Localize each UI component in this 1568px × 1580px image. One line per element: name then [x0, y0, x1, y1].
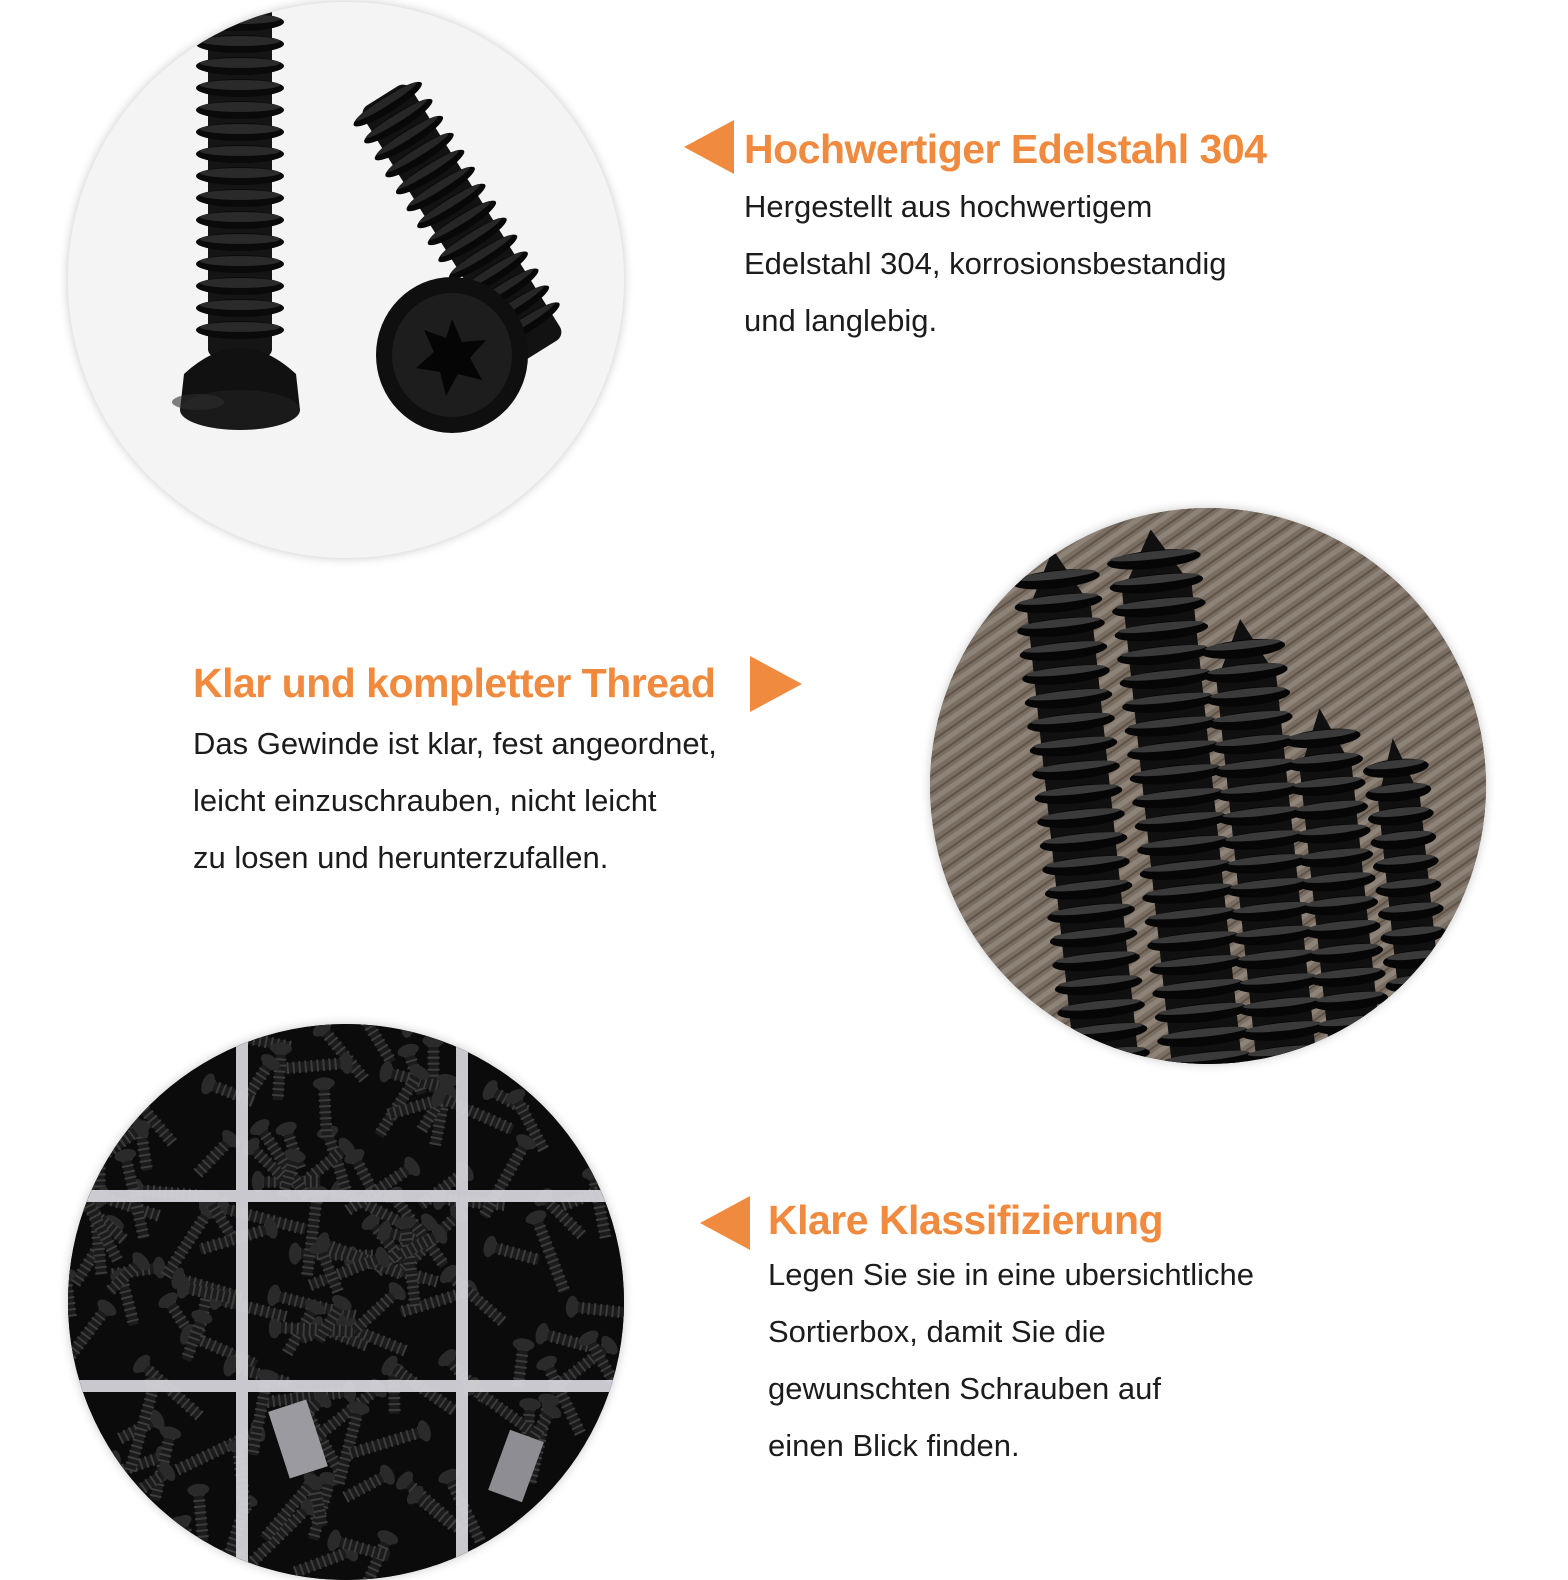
description-line: einen Blick finden. [768, 1417, 1254, 1474]
description-line: und langlebig. [744, 292, 1227, 349]
description-material [744, 178, 1227, 349]
description-line: Das Gewinde ist klar, fest angeordnet, [193, 715, 717, 772]
description-line: gewunschten Schrauben auf [768, 1360, 1254, 1417]
heading-thread: Klar und kompletter Thread [193, 660, 715, 707]
description-line: leicht einzuschrauben, nicht leicht [193, 772, 717, 829]
heading-classification: Klare Klassifizierung [768, 1197, 1163, 1244]
arrow-left-icon [684, 120, 734, 174]
description-line: Hergestellt aus hochwertigem [744, 178, 1227, 235]
description-classification [768, 1246, 1254, 1474]
arrow-right-icon [750, 656, 802, 712]
description-line: Sortierbox, damit Sie die [768, 1303, 1254, 1360]
sorting-box-illustration [68, 1024, 624, 1580]
screw-threads-illustration [930, 508, 1486, 1064]
photo-screw-closeup [68, 2, 624, 558]
screw-closeup-illustration [68, 2, 624, 558]
description-line: Legen Sie sie in eine ubersichtliche [768, 1246, 1254, 1303]
photo-screw-threads [930, 508, 1486, 1064]
description-line: zu losen und herunterzufallen. [193, 829, 717, 886]
heading-material: Hochwertiger Edelstahl 304 [744, 126, 1266, 173]
photo-sorting-box [68, 1024, 624, 1580]
description-line: Edelstahl 304, korrosionsbestandig [744, 235, 1227, 292]
arrow-left-icon [700, 1196, 750, 1250]
description-thread [193, 715, 717, 886]
